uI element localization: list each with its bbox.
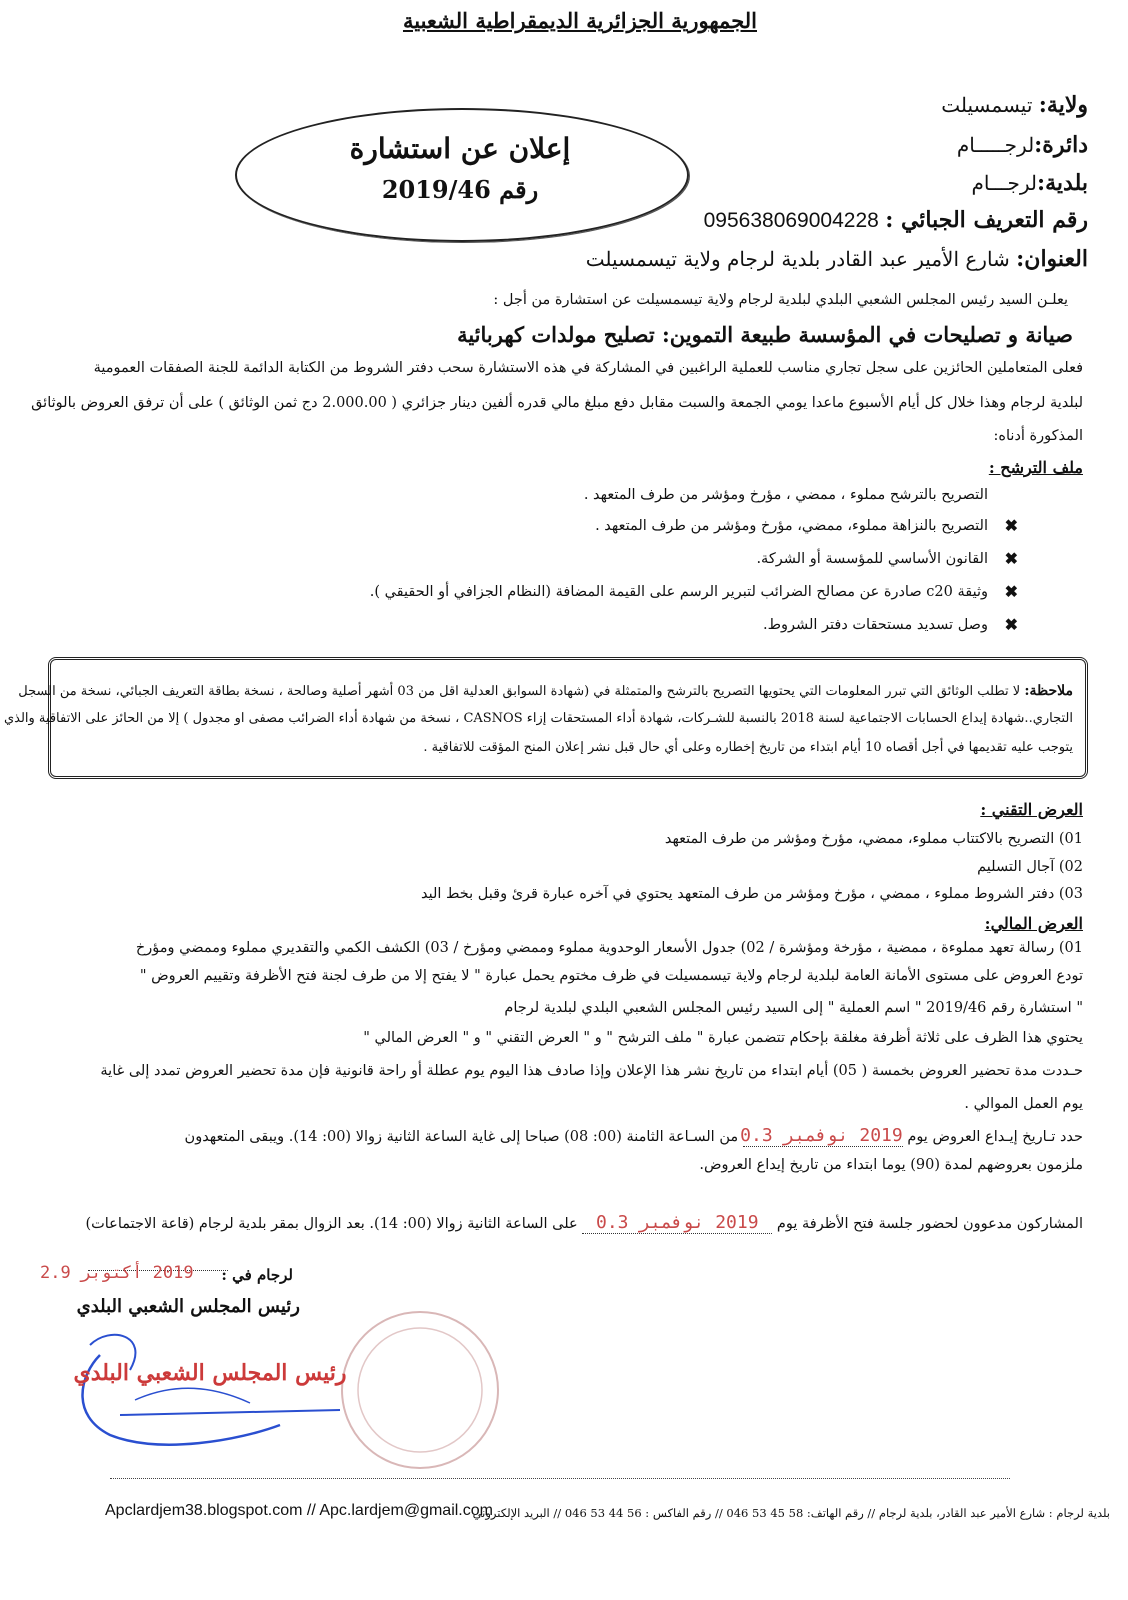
opening-start-text: المشاركون مدعوون لحضور جلسة فتح الأظرفة يوم bbox=[776, 1216, 1083, 1232]
subject-text: صيانة و تصليحات في المؤسسة طبيعة التموين: تصليح مولدات كهربائية bbox=[457, 322, 1073, 347]
signature-date-stamp: 2019 أكتوبر 2.9 bbox=[40, 1263, 194, 1283]
deposit-end-text: من السـاعة الثامنة (00: 08) صباحا إلى غاية الساعة الثانية زوالا (00: 14). ويبقى المتعهدون bbox=[184, 1129, 739, 1145]
opening-end-text: على الساعة الثانية زوالا (00: 14). بعد الزوال بمقر بلدية لرجام (قاعة الاجتماعات) bbox=[85, 1216, 578, 1232]
wilaya-label: ولاية: bbox=[1038, 92, 1088, 118]
candidacy-item: وصل تسديد مستحقات دفتر الشروط. bbox=[763, 617, 988, 633]
intro-text: يعلـن السيد رئيس المجلس الشعبي البلدي لبلدية لرجام ولاية تيسمسيلت عن استشارة من أجل : bbox=[493, 292, 1068, 308]
nif-label: رقم التعريف الجبائي : bbox=[885, 207, 1088, 233]
candidacy-item: القانون الأساسي للمؤسسة أو الشركة. bbox=[756, 551, 988, 567]
nif-value: 095638069004228 bbox=[703, 209, 879, 232]
candidacy-item: التصريح بالنزاهة مملوء، ممضي، مؤرخ ومؤشر من طرف المتعهد . bbox=[595, 518, 988, 534]
technical-item: 03) دفتر الشروط مملوء ، ممضي ، مؤرخ ومؤشر من طرف المتعهد يحتوي في آخره عبارة قرئ وقبل بخط اليد bbox=[421, 886, 1083, 902]
signature-title: رئيس المجلس الشعبي البلدي bbox=[76, 1296, 300, 1317]
financial-heading: العرض المالي: bbox=[984, 914, 1083, 933]
daira-label: دائرة: bbox=[1034, 132, 1088, 158]
candidacy-item: وثيقة c20 صادرة عن مصالح الضرائب لتبرير الرسم على القيمة المضافة (النظام الجزافي أو الحقيقي ). bbox=[369, 584, 988, 600]
note-label: ملاحظة: bbox=[1024, 683, 1073, 699]
financial-line-2: تودع العروض على مستوى الأمانة العامة لبلدية لرجام ولاية تيسمسيلت في ظرف مختوم يحمل عبارة " لا يفتح إلا من طرف لجنة فتح الأظرفة وتقييم العروض " bbox=[139, 968, 1083, 984]
body-line-1: فعلى المتعاملين الحائزين على سجل تجاري مناسب للعملية الراغبين في المشاركة في هذه الاستشارة سحب دفتر الشروط من الكتابة الدائمة للجنة الصفقات العمومية bbox=[93, 360, 1083, 376]
republic-title: الجمهورية الجزائرية الديمقراطية الشعبية bbox=[402, 8, 757, 33]
opening-line bbox=[43, 1212, 1083, 1234]
candidacy-heading: ملف الترشح : bbox=[988, 458, 1083, 477]
nif-line bbox=[704, 207, 1088, 233]
cross-bullet-icon: ✖ bbox=[1004, 516, 1018, 535]
address-value: شارع الأمير عبد القادر بلدية لرجام ولاية تيسمسيلت bbox=[585, 247, 1010, 271]
wilaya-line bbox=[941, 92, 1088, 118]
opening-date-stamp: 2019 نوفمبر 0.3 bbox=[596, 1212, 759, 1233]
financial-line-3: " استشارة رقم 2019/46 " اسم العملية " إلى السيد رئيس المجلس الشعبي البلدي لبلدية لرجام bbox=[504, 1000, 1083, 1016]
announcement-title: إعلان عن استشارة bbox=[349, 132, 571, 165]
body-line-2: لبلدية لرجام وهذا خلال كل أيام الأسبوع ماعدا يومي الجمعة والسبت مقابل دفع مبلغ مالي قدره ألفين دينار جزائري ( 2.000.00 دج ثمن الوثائق ) على أن ترفق العروض بالوثائق bbox=[31, 395, 1083, 411]
cross-bullet-icon: ✖ bbox=[1004, 615, 1018, 634]
deposit-line-1 bbox=[43, 1125, 1083, 1147]
technical-item: 02) آجال التسليم bbox=[977, 859, 1083, 875]
financial-line-5: حـددت مدة تحضير العروض بخمسة ( 05) أيام ابتداء من تاريخ نشر هذا الإعلان وإذا صادف هذا اليوم يوم عطلة أو راحة قانونية فإن مدة تحضير العروض تمدد إلى غاية bbox=[100, 1063, 1083, 1079]
note-line-2: التجاري..شهادة إيداع الحسابات الاجتماعية لسنة 2018 بالنسبة للشـركات، شهادة أداء المستحقات إزاء CASNOS ، نسخة من شهادة أداء الضرائب مصفى او مجدول ) إلا من الحائز على الاتفاقية والذي bbox=[3, 711, 1073, 726]
commune-value: لرجـــام bbox=[971, 171, 1037, 195]
wilaya-value: تيسمسيلت bbox=[941, 93, 1033, 117]
technical-heading: العرض التقني : bbox=[980, 800, 1083, 819]
cross-bullet-icon: ✖ bbox=[1004, 582, 1018, 601]
footer-blog: Apclardjem38.blogspot.com bbox=[105, 1502, 303, 1519]
technical-item: 01) التصريح بالاكتتاب مملوء، ممضي، مؤرخ ومؤشر من طرف المتعهد bbox=[664, 831, 1083, 847]
announcement-number: رقم 2019/46 bbox=[381, 175, 539, 204]
financial-line-4: يحتوي هذا الظرف على ثلاثة أظرفة مغلقة بإحكام تتضمن عبارة " ملف الترشح " و " العرض التقني " و " العرض المالي " bbox=[363, 1030, 1083, 1046]
deposit-date-stamp: 2019 نوفمبر 0.3 bbox=[740, 1125, 903, 1146]
deposit-line-2: ملزمون بعروضهم لمدة (90) يوما ابتداء من تاريخ إيداع العروض. bbox=[699, 1157, 1083, 1173]
commune-line bbox=[971, 170, 1088, 196]
daira-value: لرجـــــام bbox=[956, 133, 1035, 157]
footer-email: Apc.lardjem@gmail.com bbox=[319, 1502, 493, 1519]
body-line-3: المذكورة أدناه: bbox=[993, 428, 1083, 444]
official-stamp-text: رئيس المجلس الشعبي البلدي bbox=[73, 1360, 347, 1386]
round-seal-icon bbox=[342, 1312, 498, 1468]
deposit-start-text: حدد تـاريخ إيـداع العروض يوم bbox=[907, 1129, 1083, 1145]
footer-address: بلدية لرجام : شارع الأمير عبد القادر، بلدية لرجام // رقم الهاتف: 58 45 53 046 // رقم الفاكس : 56 44 53 046 // البريد الإلكتروني bbox=[472, 1506, 1110, 1520]
address-line bbox=[586, 246, 1088, 272]
stamp-and-signature bbox=[40, 1315, 510, 1475]
address-label: العنوان: bbox=[1016, 246, 1088, 272]
financial-line-6: يوم العمل الموالي . bbox=[964, 1096, 1083, 1112]
commune-label: بلدية: bbox=[1037, 170, 1088, 196]
daira-line bbox=[957, 132, 1088, 158]
financial-line-1: 01) رسالة تعهد مملوءة ، ممضية ، مؤرخة ومؤشرة / 02) جدول الأسعار الوحدوية مملوء وممضي ومؤرخ / 03) الكشف الكمي والتقديري مملوء وممضي ومؤرخ bbox=[135, 940, 1083, 956]
footer-divider bbox=[110, 1478, 1010, 1479]
footer-contact: Apclardjem38.blogspot.com // Apc.lardjem@gmail.com bbox=[105, 1502, 493, 1519]
note-line-1 bbox=[18, 683, 1073, 699]
note-line-3: يتوجب عليه تقديمها في أجل أقصاه 10 أيام ابتداء من تاريخ إخطاره وعلى أي حال قبل نشر إعلان المنح المؤقت للاتفاقية . bbox=[423, 740, 1073, 755]
note-text: لا تطلب الوثائق التي تبرر المعلومات التي يحتويها التصريح بالترشح والمتمثلة في (شهادة السوابق العدلية اقل من 03 أشهر أصلية وصالحة ، نسخة بطاقة التعريف الجبائي، نسخة من السجل bbox=[18, 684, 1021, 699]
candidacy-item: التصريح بالترشح مملوء ، ممضي ، مؤرخ ومؤشر من طرف المتعهد . bbox=[583, 487, 988, 503]
cross-bullet-icon: ✖ bbox=[1004, 549, 1018, 568]
signature-place: لرجام في : bbox=[221, 1266, 293, 1284]
